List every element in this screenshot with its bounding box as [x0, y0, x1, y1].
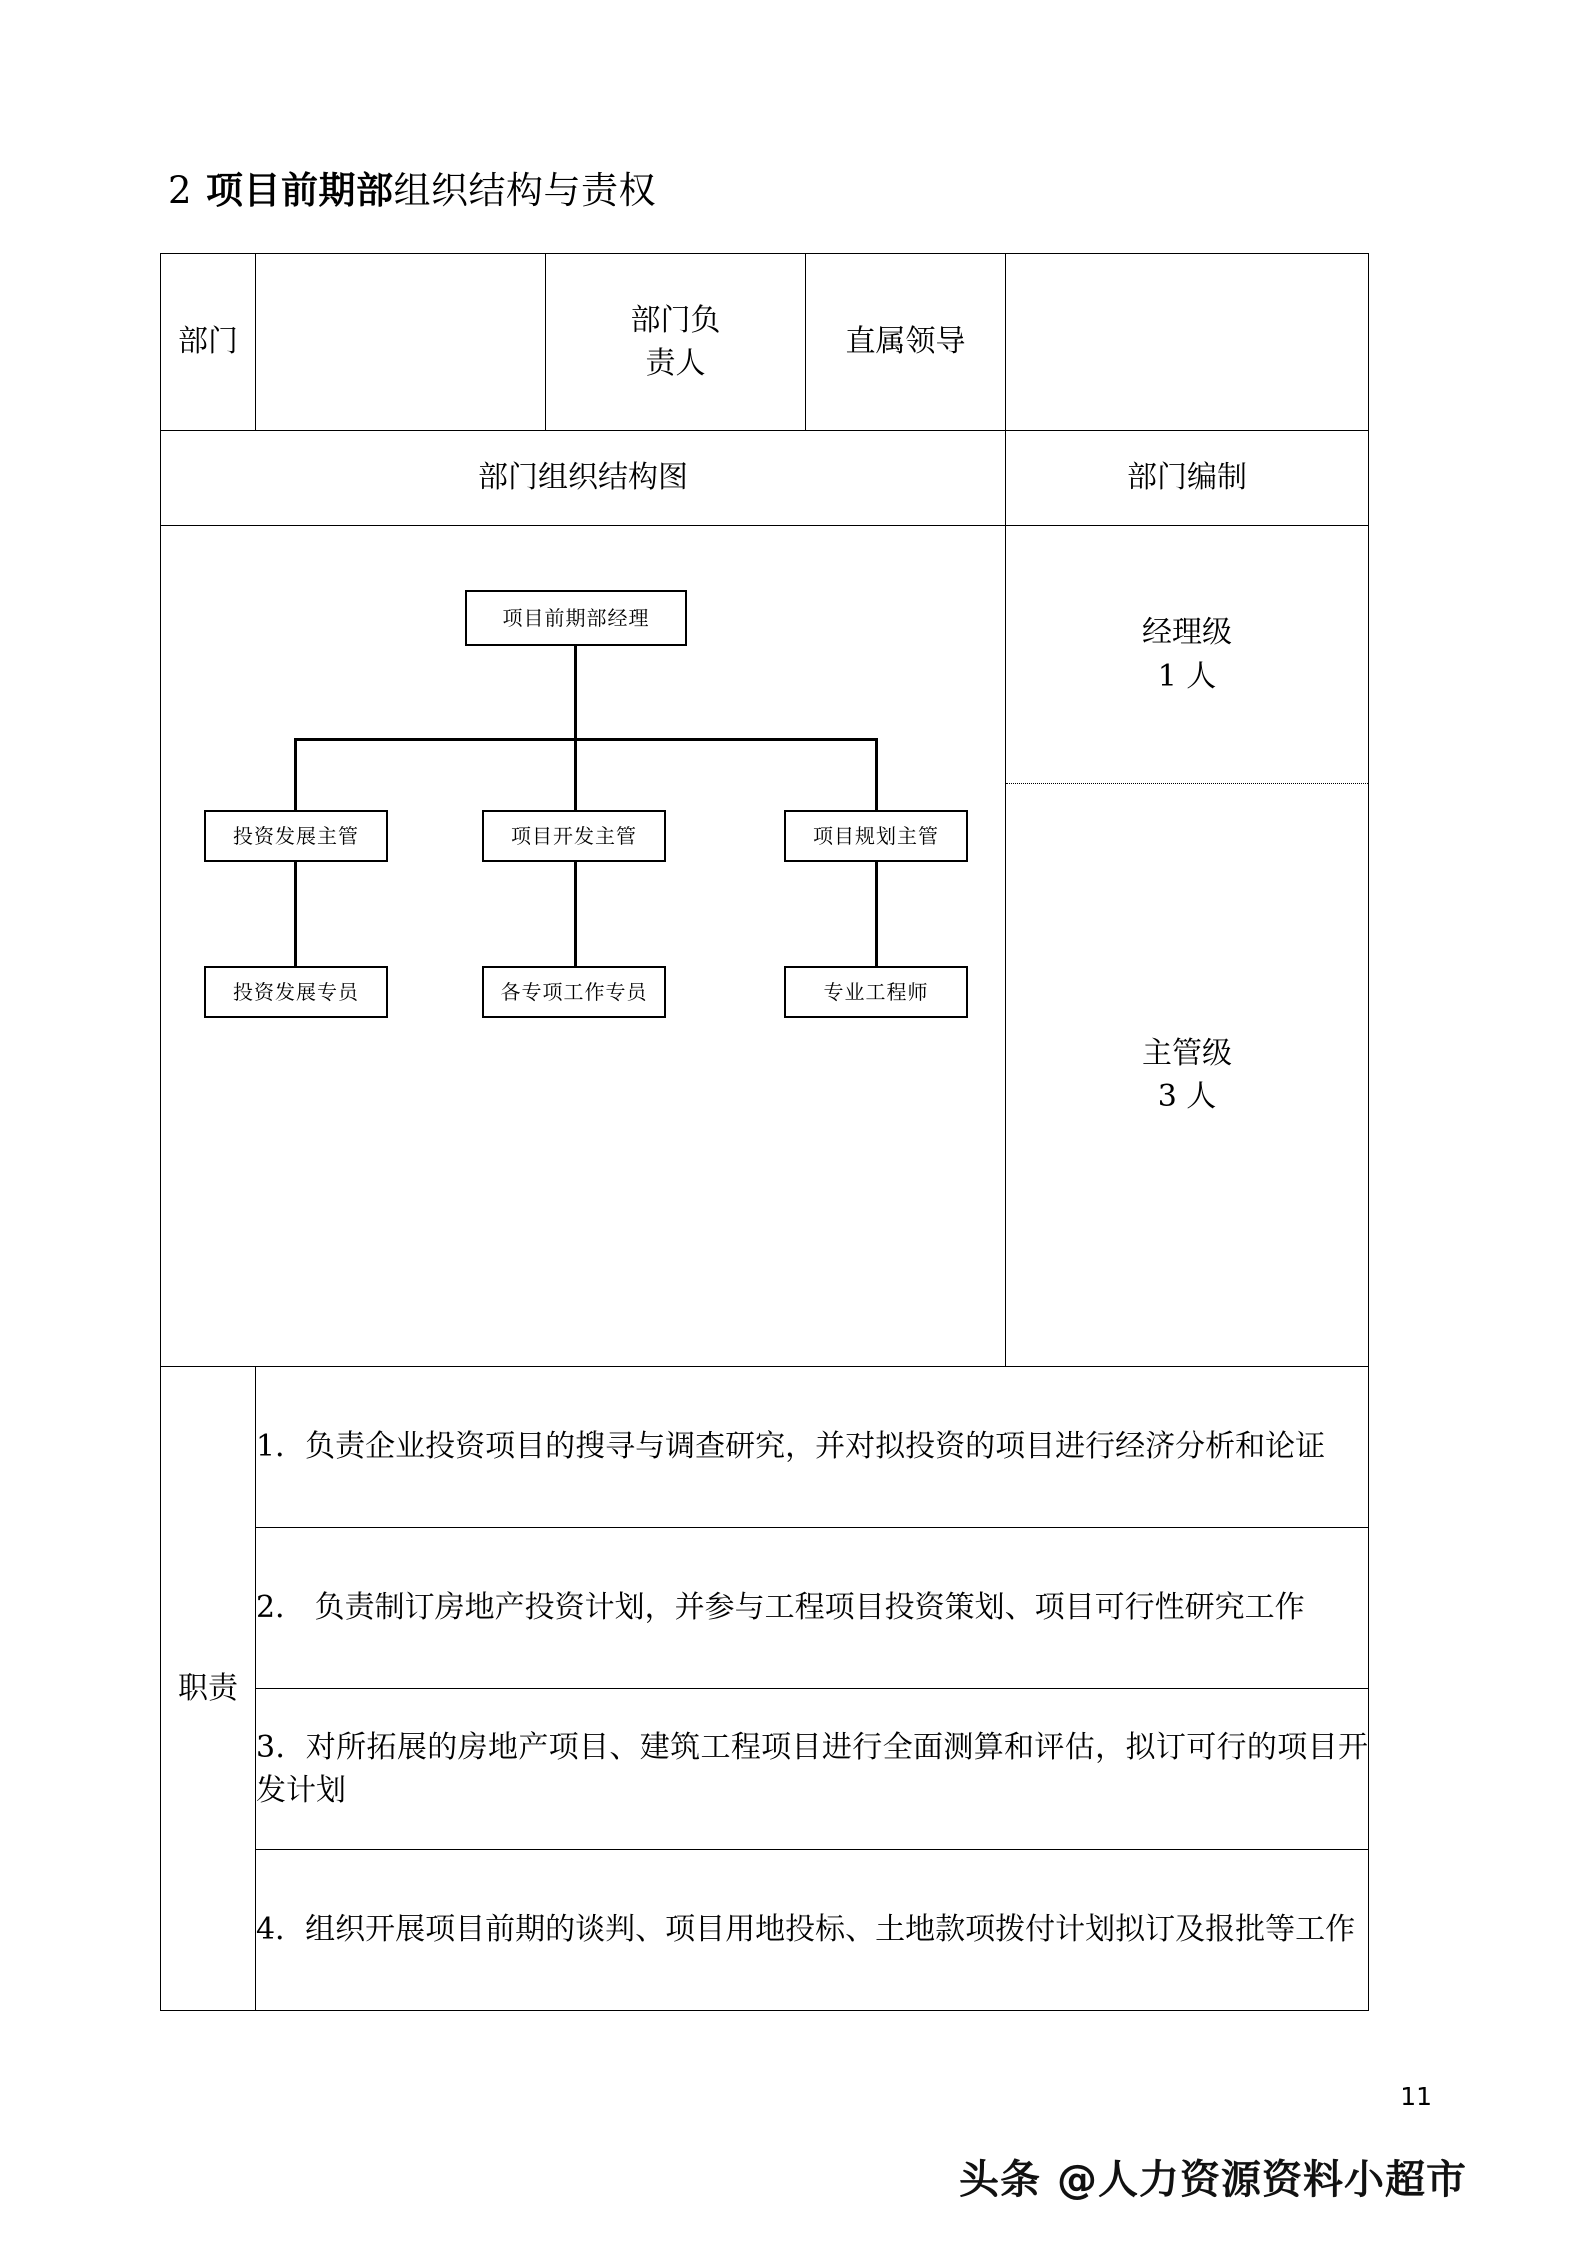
duty-row-2: [161, 1528, 1369, 1689]
cell-department-label: 部门: [161, 254, 256, 431]
duty-item-3: 3．对所拓展的房地产项目、建筑工程项目进行全面测算和评估，拟订可行的项目开发计划: [256, 1689, 1369, 1850]
duty-row-3: [161, 1689, 1369, 1850]
watermark: [959, 2148, 1467, 2205]
org-box-level2-2[interactable]: 项目开发主管: [482, 810, 666, 862]
org-connector-horizontal-bus: [294, 738, 878, 741]
cell-direct-leader-label: 直属领导: [806, 254, 1006, 431]
cell-org-chart-title: 部门组织结构图: [161, 431, 1006, 526]
duty-item-4: 4．组织开展项目前期的谈判、项目用地投标、土地款项拨付计划拟订及报批等工作: [256, 1850, 1369, 2011]
supervisor-rank-count: 3 人: [1157, 1079, 1217, 1114]
staffing-manager-rank: [1006, 526, 1368, 784]
org-box-level2-1[interactable]: 投资发展主管: [204, 810, 388, 862]
duty-row-1: [161, 1367, 1369, 1528]
org-chart-canvas: [161, 526, 1005, 1366]
staffing-column: [1006, 526, 1369, 1367]
cell-direct-leader-value[interactable]: [1006, 254, 1369, 431]
manager-rank-count: 1 人: [1157, 658, 1217, 694]
org-box-level2-3[interactable]: 项目规划主管: [784, 810, 968, 862]
supervisor-rank-label: 主管级: [1142, 1035, 1232, 1071]
org-chart-container: [161, 526, 1006, 1367]
department-table: [160, 253, 1369, 2011]
staffing-supervisor-rank: [1006, 784, 1368, 1367]
org-box-level3-2[interactable]: 各专项工作专员: [482, 966, 666, 1018]
duty-section-label: 职责: [161, 1367, 256, 2011]
duty-item-2: 2． 负责制订房地产投资计划，并参与工程项目投资策划、项目可行性研究工作: [256, 1528, 1369, 1689]
table-org-chart-row: [161, 526, 1369, 1367]
org-box-level3-1[interactable]: 投资发展专员: [204, 966, 388, 1018]
watermark-brand: 头条: [959, 2157, 1041, 2203]
heading-number: 2: [168, 169, 193, 212]
org-connector-drop-3: [875, 738, 878, 810]
heading-bold-part: 项目前期部: [206, 168, 394, 212]
duty-row-4: [161, 1850, 1369, 2011]
head-label-line1: 部门负: [630, 302, 721, 338]
org-connector-drop-1: [294, 738, 297, 810]
org-connector-top-vertical: [574, 646, 577, 738]
org-connector-drop-2: [574, 738, 577, 810]
table-header-row: [161, 254, 1369, 431]
table-structure-title-row: [161, 431, 1369, 526]
org-box-top[interactable]: 项目前期部经理: [465, 590, 687, 646]
cell-department-head-label: [546, 254, 806, 431]
cell-department-value[interactable]: [256, 254, 546, 431]
head-label-line2: 责人: [645, 346, 706, 381]
page-number: 11: [1400, 2082, 1432, 2111]
manager-rank-label: 经理级: [1142, 615, 1232, 650]
heading-normal-part: 组织结构与责权: [393, 169, 657, 212]
watermark-handle: @人力资源资料小超市: [1057, 2157, 1467, 2203]
page-title: [168, 168, 656, 213]
org-box-level3-3[interactable]: 专业工程师: [784, 966, 968, 1018]
cell-staffing-title: 部门编制: [1006, 431, 1369, 526]
duty-item-1: 1．负责企业投资项目的搜寻与调查研究，并对拟投资的项目进行经济分析和论证: [256, 1367, 1369, 1528]
